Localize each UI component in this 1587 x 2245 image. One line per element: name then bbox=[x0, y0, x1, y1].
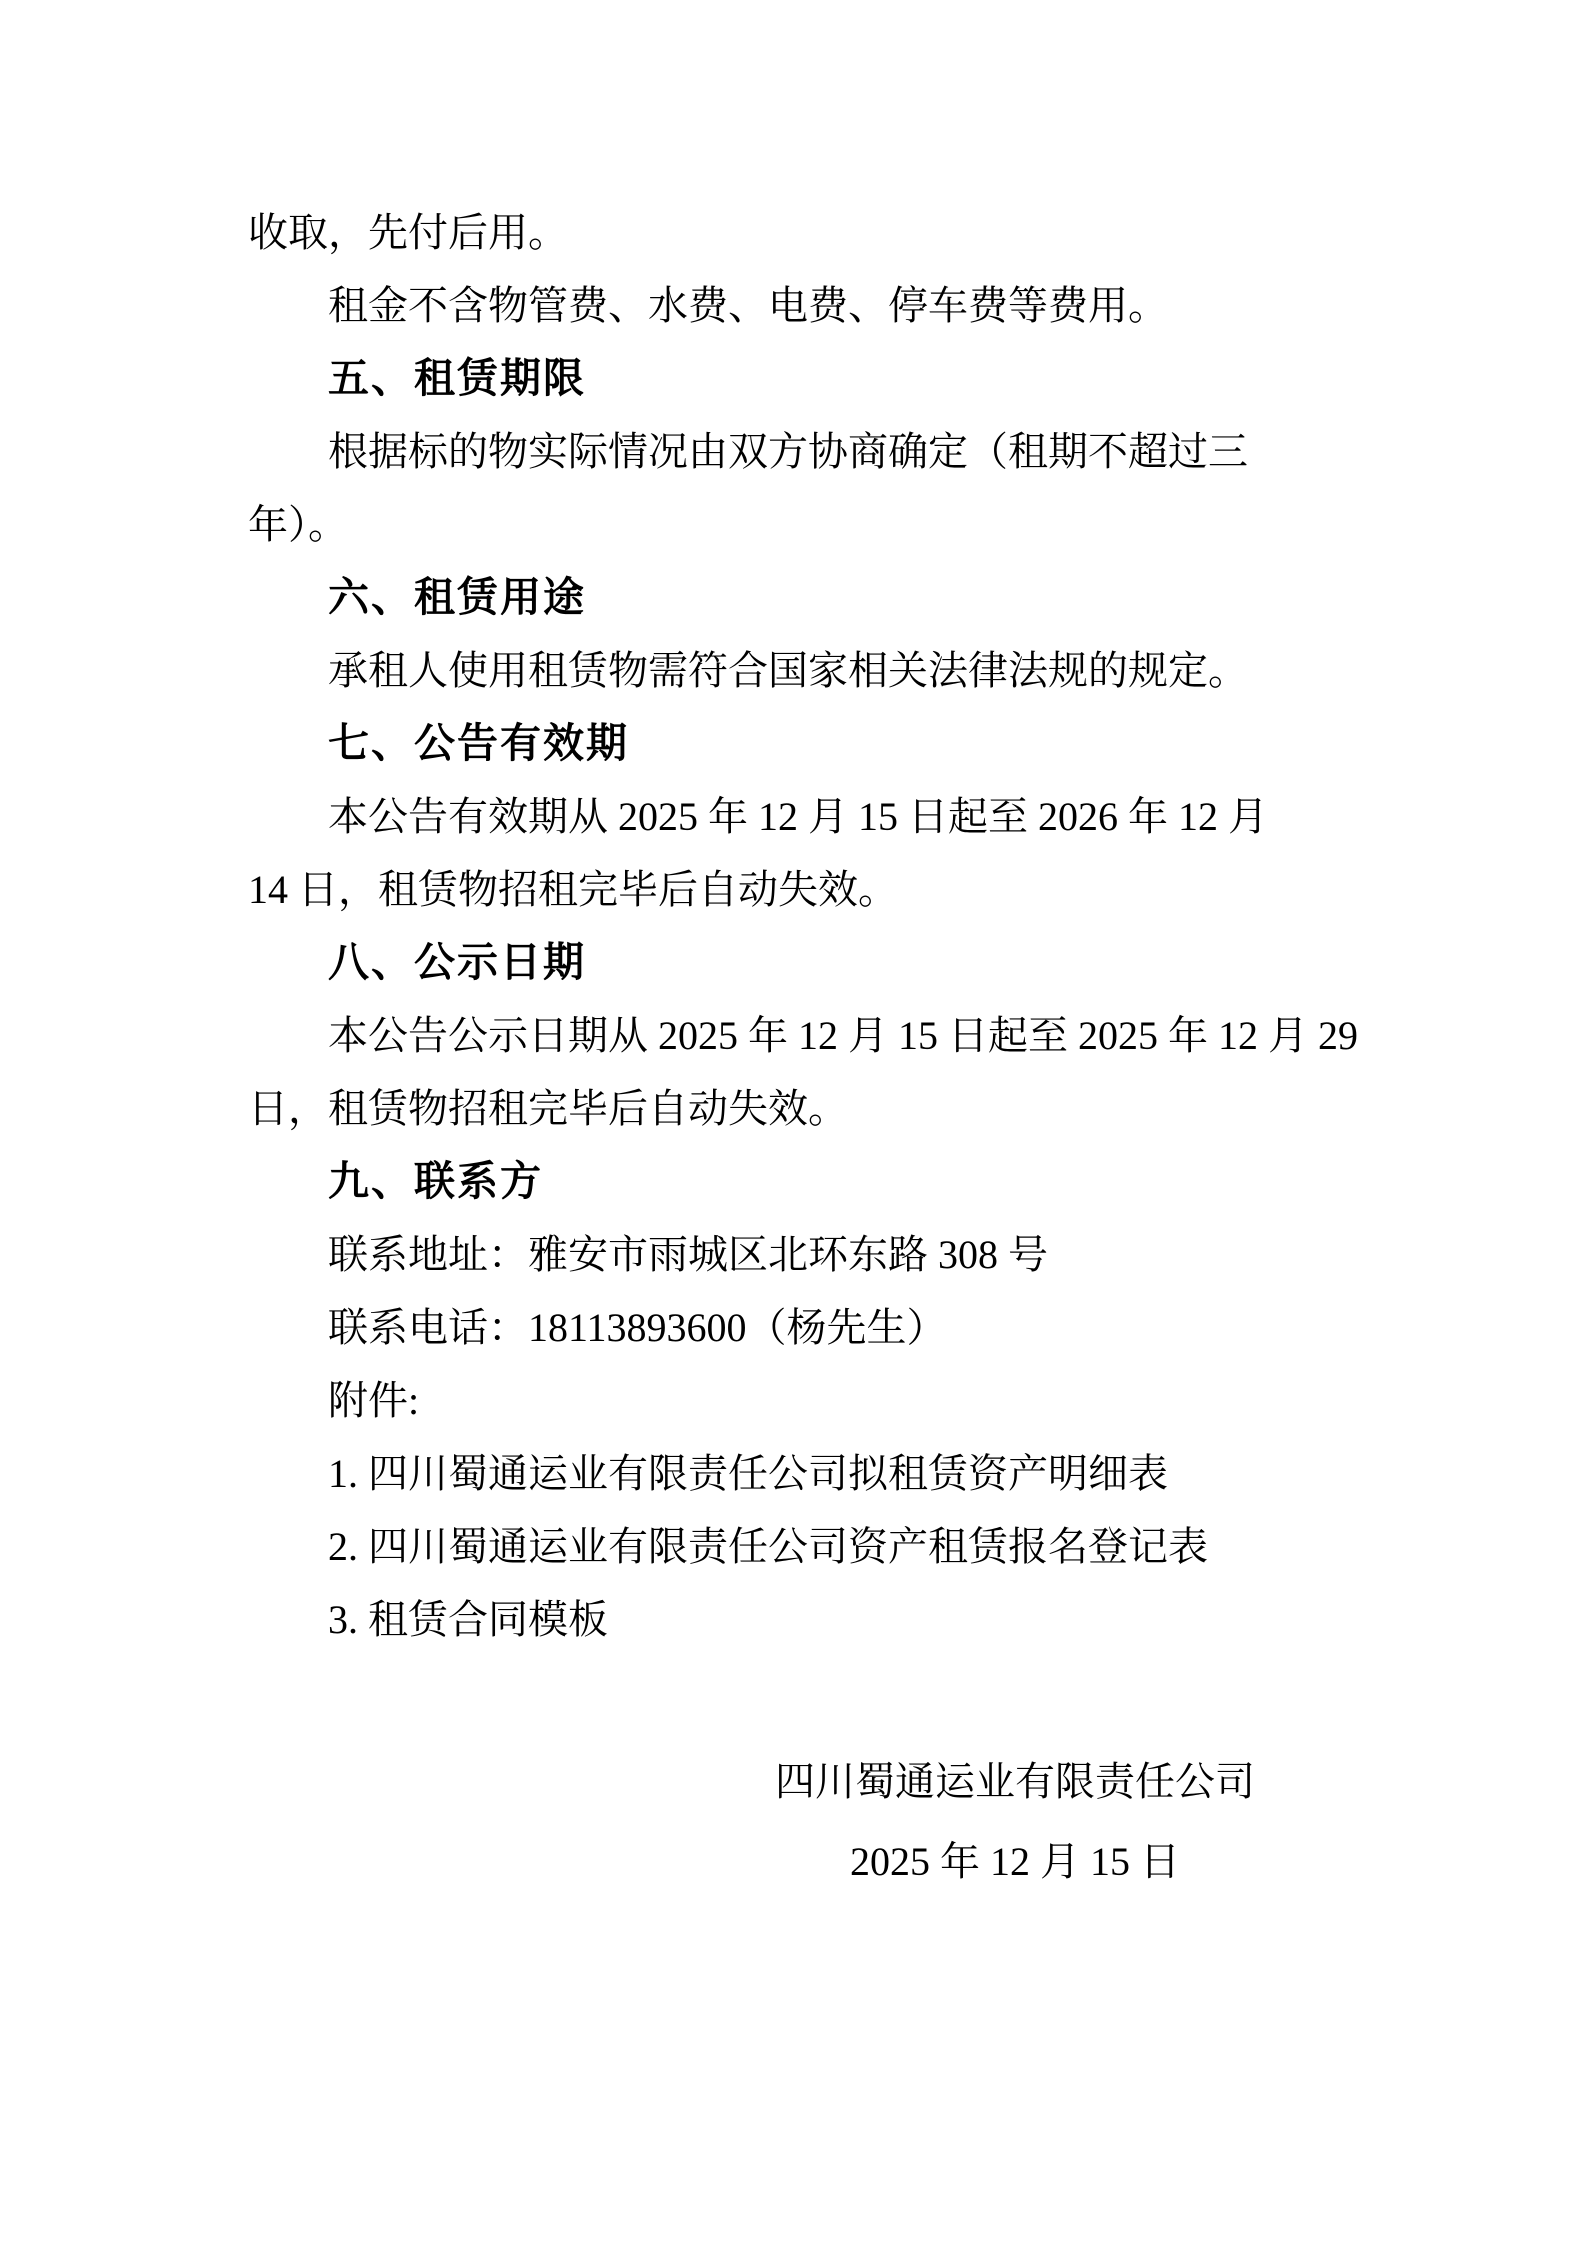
signature-gap bbox=[248, 1656, 1378, 1742]
attachment-item-2: 2. 四川蜀通运业有限责任公司资产租赁报名登记表 bbox=[328, 1524, 1208, 1569]
para-continuation-payment: 收取，先付后用。 bbox=[248, 210, 568, 255]
signature-date: 2025 年 12 月 15 日 bbox=[850, 1839, 1180, 1884]
para-lease-term-2: 年）。 bbox=[248, 502, 348, 547]
para-lease-purpose: 承租人使用租赁物需符合国家相关法律法规的规定。 bbox=[328, 648, 1248, 693]
para-publicity-2: 日，租赁物招租完毕后自动失效。 bbox=[248, 1086, 848, 1131]
heading-lease-purpose: 六、租赁用途 bbox=[328, 574, 586, 620]
para-contact-address: 联系地址：雅安市雨城区北环东路 308 号 bbox=[328, 1232, 1048, 1277]
para-lease-term-1: 根据标的物实际情况由双方协商确定（租期不超过三 bbox=[328, 429, 1248, 474]
signature-block bbox=[745, 1742, 1285, 1902]
heading-lease-term: 五、租赁期限 bbox=[328, 355, 586, 401]
heading-publicity-date: 八、公示日期 bbox=[328, 939, 586, 985]
heading-announcement-validity: 七、公告有效期 bbox=[328, 720, 629, 766]
para-publicity-1: 本公告公示日期从 2025 年 12 月 15 日起至 2025 年 12 月 29 bbox=[328, 1013, 1358, 1058]
signature-company: 四川蜀通运业有限责任公司 bbox=[775, 1759, 1255, 1804]
heading-contact: 九、联系方 bbox=[328, 1158, 543, 1204]
attachment-item-3: 3. 租赁合同模板 bbox=[328, 1597, 608, 1642]
para-attachments-label: 附件: bbox=[328, 1378, 420, 1423]
para-validity-2: 14 日，租赁物招租完毕后自动失效。 bbox=[248, 867, 898, 912]
para-validity-1: 本公告有效期从 2025 年 12 月 15 日起至 2026 年 12 月 bbox=[328, 794, 1268, 839]
attachment-item-1: 1. 四川蜀通运业有限责任公司拟租赁资产明细表 bbox=[328, 1451, 1168, 1496]
para-rent-excludes: 租金不含物管费、水费、电费、停车费等费用。 bbox=[328, 283, 1168, 328]
para-contact-phone: 联系电话：18113893600（杨先生） bbox=[328, 1305, 947, 1350]
document-body bbox=[248, 196, 1378, 1902]
